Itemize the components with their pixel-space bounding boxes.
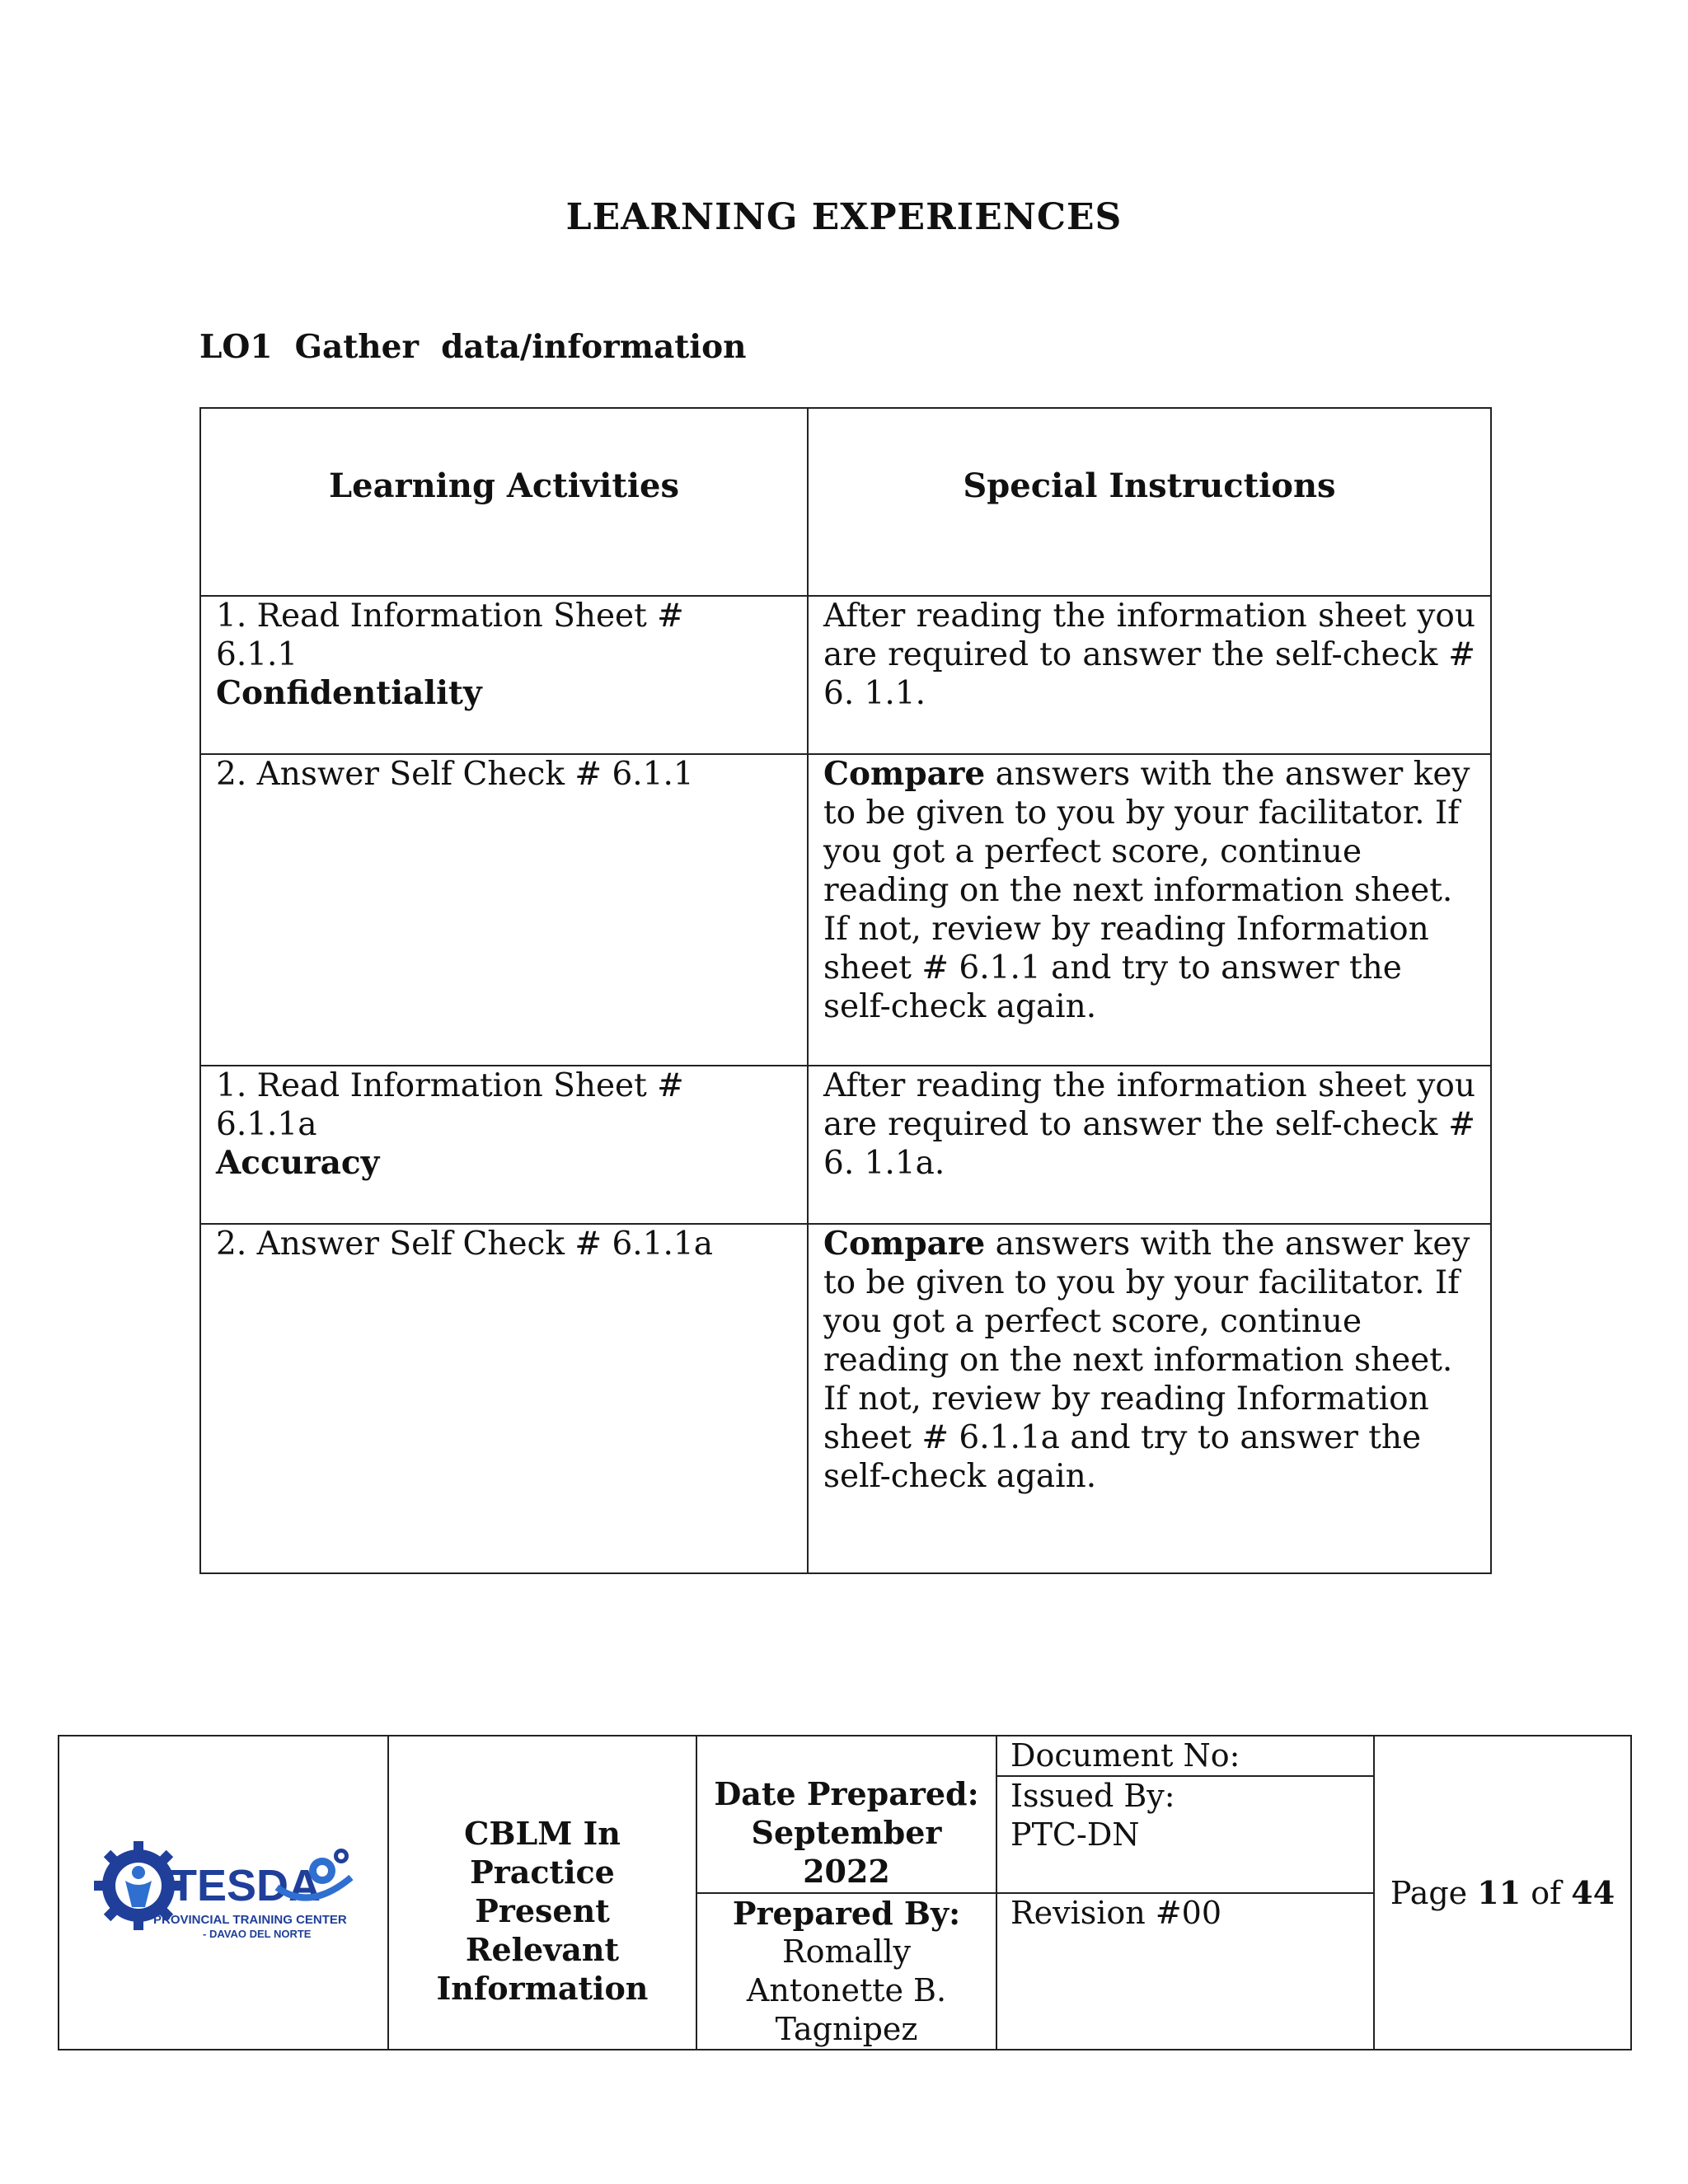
- logo-subtext-2: - DAVAO DEL NORTE: [203, 1927, 312, 1940]
- instruction-keyword: Compare: [823, 1225, 986, 1263]
- gear-logo-icon: [87, 1838, 359, 1945]
- prepared-by-value: Romally Antonette B. Tagnipez: [746, 1933, 947, 2047]
- activity-cell: [200, 754, 808, 1066]
- table-row: [200, 1066, 1491, 1224]
- activity-text: 2. Answer Self Check # 6.1.1: [216, 756, 694, 793]
- logo-text: TESDA: [170, 1860, 321, 1910]
- page-number-cell: [1374, 1736, 1631, 2050]
- table-row: [200, 1224, 1491, 1573]
- issued-by-value: PTC-DN: [1010, 1816, 1140, 1853]
- activity-text-cont: 6.1.1a: [216, 1106, 317, 1143]
- date-value: September 2022: [751, 1814, 942, 1890]
- document-no: Document No:: [996, 1736, 1374, 1776]
- instruction-text: After reading the information sheet you are required to answer the self-check # 6. 1.1a.: [823, 1067, 1475, 1182]
- header-learning-activities: Learning Activities: [200, 408, 808, 596]
- module-title: CBLM In Practice Present Relevant Information: [436, 1815, 649, 2007]
- activity-text: 1. Read Information Sheet #: [216, 1067, 684, 1104]
- page-total: 44: [1571, 1874, 1615, 1911]
- activity-text: 2. Answer Self Check # 6.1.1a: [216, 1226, 713, 1263]
- page-current: 11: [1477, 1874, 1522, 1911]
- date-label: Date Prepared:: [714, 1775, 979, 1812]
- learning-activities-table: [199, 407, 1492, 1574]
- page-prefix: Page: [1390, 1875, 1478, 1911]
- table-row: [200, 754, 1491, 1066]
- activity-text: 1. Read Information Sheet #: [216, 598, 684, 635]
- activity-cell: [200, 1224, 808, 1573]
- activity-topic: Accuracy: [216, 1144, 380, 1182]
- prepared-by-label: Prepared By:: [732, 1895, 961, 1932]
- tesda-logo: [59, 1736, 388, 2050]
- module-title-cell: [388, 1736, 696, 2050]
- page-title: LEARNING EXPERIENCES: [565, 196, 1123, 238]
- revision: Revision #00: [996, 1893, 1374, 2050]
- instruction-cell: [808, 1224, 1491, 1573]
- prepared-by-cell: [696, 1893, 996, 2050]
- activity-cell: [200, 1066, 808, 1224]
- activity-text-cont: 6.1.1: [216, 636, 298, 673]
- instruction-cell: [808, 1066, 1491, 1224]
- instruction-text: After reading the information sheet you are required to answer the self-check # 6. 1.1.: [823, 598, 1475, 712]
- document-footer: [58, 1735, 1632, 2050]
- instruction-keyword: Compare: [823, 755, 986, 793]
- issued-by-cell: [996, 1776, 1374, 1893]
- activity-topic: Confidentiality: [216, 674, 482, 712]
- page-of: of: [1521, 1875, 1572, 1911]
- header-special-instructions: Special Instructions: [808, 408, 1491, 596]
- instruction-text: answers with the answer key to be given to you by your facilitator. If you got a perfect score, continue reading on the next information sheet. If not, review by reading Information sheet # 6.1.1 and try to answer the self-check again.: [823, 756, 1470, 1025]
- logo-subtext: PROVINCIAL TRAINING CENTER: [153, 1912, 347, 1927]
- table-header-row: [200, 408, 1491, 596]
- date-prepared-cell: [696, 1736, 996, 1893]
- learning-outcome-heading: LO1 Gather data/information: [199, 328, 747, 366]
- instruction-cell: [808, 754, 1491, 1066]
- issued-by-label: Issued By:: [1010, 1778, 1175, 1814]
- instruction-cell: [808, 596, 1491, 754]
- table-row: [200, 596, 1491, 754]
- activity-cell: [200, 596, 808, 754]
- instruction-text: answers with the answer key to be given to you by your facilitator. If you got a perfect score, continue reading on the next information sheet. If not, review by reading Information sheet # 6.1.1a and try to answer the self-check again.: [823, 1226, 1470, 1495]
